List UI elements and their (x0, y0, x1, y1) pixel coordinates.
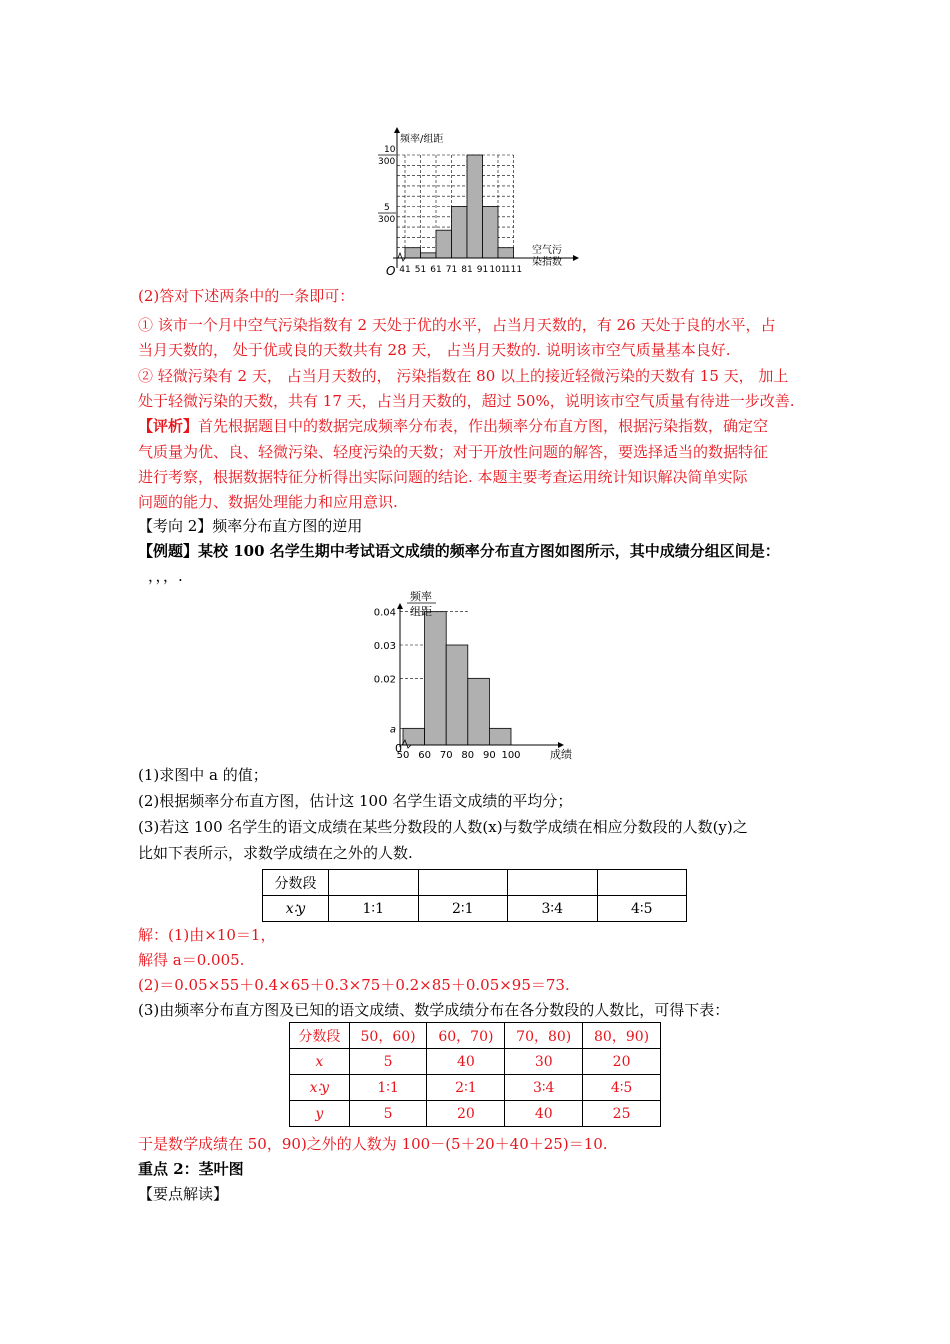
solution-table (289, 1022, 661, 1127)
table-cell: y (290, 1101, 350, 1127)
table-cell: 3∶4 (505, 1075, 583, 1101)
c2-ylabel-bottom: 组距 (410, 605, 432, 618)
c2-xtick: 60 (418, 750, 431, 761)
c2-bar (468, 678, 490, 745)
table-row (263, 896, 687, 922)
table-cell: x∶y (290, 1075, 350, 1101)
table-cell (597, 870, 687, 896)
solution-1-result: 解得 a＝0.005. (138, 951, 245, 969)
example-text: 【例题】某校 100 名学生期中考试语文成绩的频率分布直方图如图所示，其中成绩分组区间是： (138, 542, 780, 560)
table-cell: 2∶1 (418, 896, 508, 922)
solution-3-result: 于是数学成绩在 50，90)之外的人数为 100－(5＋20＋40＋25)＝10. (138, 1135, 608, 1153)
table-row (263, 870, 687, 896)
solution-3-intro: (3)由频率分布直方图及已知的语文成绩、数学成绩分布在各分数段的人数比，可得下表： (138, 1001, 730, 1019)
question-2: (2)根据频率分布直方图，估计这 100 名学生语文成绩的平均分； (138, 792, 573, 810)
table-cell: 分数段 (263, 870, 329, 896)
c1-bar (421, 253, 437, 258)
table-cell: 分数段 (290, 1023, 350, 1049)
solution-2: (2)＝0.05×55＋0.4×65＋0.3×75＋0.2×85＋0.05×95＝73. (138, 976, 570, 994)
key-point-2-heading: 重点 2：茎叶图 (138, 1160, 244, 1178)
c1-bar (436, 230, 452, 258)
answer-2-point2-a: ② 轻微污染有 2 天， 占当月天数的， 污染指数在 80 以上的接近轻微污染的天数有 15 天， 加上 (138, 367, 789, 385)
c1-bar (483, 207, 499, 259)
table-cell: 70，80) (505, 1023, 583, 1049)
table-cell (508, 870, 598, 896)
c1-bar (452, 207, 468, 259)
c2-xtick: 100 (501, 750, 521, 761)
c2-bar (489, 728, 511, 745)
c1-xtick: 91 (476, 265, 489, 275)
c1-bar (498, 248, 514, 258)
commentary-label: 【评析】 (138, 417, 199, 435)
table-cell: 5 (349, 1101, 427, 1127)
example-statement (138, 541, 780, 561)
table-row (290, 1101, 661, 1127)
solution-1: 解：(1)由×10＝1， (138, 926, 276, 944)
c1-xtick: 51 (414, 265, 427, 275)
c2-ylabel-top: 频率 (410, 590, 432, 603)
c1-xlabel-2: 染指数 (532, 257, 562, 268)
table-cell: 3∶4 (508, 896, 598, 922)
table-cell: 4∶5 (597, 896, 687, 922)
question-3-a: (3)若这 100 名学生的语文成绩在某些分数段的人数(x)与数学成绩在相应分数段的人数(y)之 (138, 818, 748, 836)
c1-ytick-top-den: 300 (378, 157, 396, 167)
c1-xlabel-1: 空气污 (532, 245, 562, 256)
commentary-line3: 进行考察，根据数据特征分析得出实际问题的结论. 本题主要考查运用统计知识解决简单实际 (138, 468, 748, 486)
ratio-table (262, 869, 687, 922)
table-cell: 30 (505, 1049, 583, 1075)
c1-ylabel: 频率/组距 (400, 134, 444, 145)
table-cell: 20 (427, 1101, 505, 1127)
c2-xlabel: 成绩 (550, 748, 572, 761)
c1-ytick-mid-den: 300 (378, 215, 396, 225)
key-points-heading: 【要点解读】 (138, 1185, 229, 1203)
c1-xtick: 71 (445, 265, 458, 275)
table-cell: x∶y (263, 896, 329, 922)
table-cell (418, 870, 508, 896)
c2-bar (446, 645, 468, 745)
table-row (290, 1023, 661, 1049)
c1-ytick-mid-num: 5 (384, 203, 390, 213)
table-cell: 40 (505, 1101, 583, 1127)
c1-xtick: 41 (399, 265, 411, 275)
answer-2-point1-a: ① 该市一个月中空气污染指数有 2 天处于优的水平，占当月天数的，有 26 天处于良的水平，占 (138, 316, 776, 334)
commentary-line2: 气质量为优、良、轻微污染、轻度污染的天数；对于开放性问题的解答，要选择适当的数据特征 (138, 443, 769, 461)
commentary-line4: 问题的能力、数据处理能力和应用意识. (138, 493, 398, 511)
c1-origin: O (386, 264, 396, 278)
c1-bar (405, 248, 421, 258)
c2-ytick: 0.03 (373, 641, 396, 652)
c2-xtick: 80 (461, 750, 475, 761)
table-cell: 50，60) (349, 1023, 427, 1049)
answer-2-intro: (2)答对下述两条中的一条即可： (138, 287, 355, 305)
table-cell: 20 (583, 1049, 661, 1075)
table-cell: 1∶1 (349, 1075, 427, 1101)
c2-ytick: 0.04 (373, 607, 396, 619)
table-cell: 80，90) (583, 1023, 661, 1049)
c1-xtick: 101 (489, 265, 507, 275)
c1-xtick: 81 (461, 265, 473, 275)
c2-ytick: 0.02 (373, 674, 396, 686)
c2-xtick: 90 (483, 750, 496, 761)
commentary-line1 (138, 416, 768, 436)
table-cell: 40 (427, 1049, 505, 1075)
c2-xtick: 70 (439, 750, 453, 761)
air-pollution-histogram (370, 125, 585, 290)
c1-xtick: 61 (430, 265, 442, 275)
table-row (290, 1049, 661, 1075)
c2-xtick: 50 (396, 750, 410, 761)
c1-xtick: 111 (504, 265, 523, 275)
table-cell: 5 (349, 1049, 427, 1075)
table-cell: 2∶1 (427, 1075, 505, 1101)
section-heading-kaoxiang2: 【考向 2】频率分布直方图的逆用 (138, 517, 363, 535)
table-cell: 1∶1 (329, 896, 419, 922)
example-intervals: ，，，. (148, 567, 183, 585)
table-cell: x (290, 1049, 350, 1075)
table-cell (329, 870, 419, 896)
table-cell: 25 (583, 1101, 661, 1127)
table-cell: 60，70) (427, 1023, 505, 1049)
answer-2-point1-b: 当月天数的， 处于优或良的天数共有 28 天， 占当月天数的. 说明该市空气质量基本良好. (138, 341, 731, 359)
question-3-b: 比如下表所示，求数学成绩在之外的人数. (138, 844, 413, 862)
score-histogram (360, 585, 600, 765)
table-cell: 4∶5 (583, 1075, 661, 1101)
c2-bar (425, 612, 447, 745)
c1-ytick-top-num: 10 (384, 145, 396, 155)
c1-bar (467, 155, 483, 258)
table-row (290, 1075, 661, 1101)
answer-2-point2-b: 处于轻微污染的天数，共有 17 天，占当月天数的，超过 50%，说明该市空气质量有待进一步改善. (138, 392, 795, 410)
commentary-text: 首先根据题目中的数据完成频率分布表，作出频率分布直方图，根据污染指数，确定空 (198, 417, 769, 435)
c2-origin: 0 (395, 742, 402, 755)
c2-ytick: a (389, 724, 396, 736)
question-1: (1)求图中 a 的值； (138, 766, 268, 784)
